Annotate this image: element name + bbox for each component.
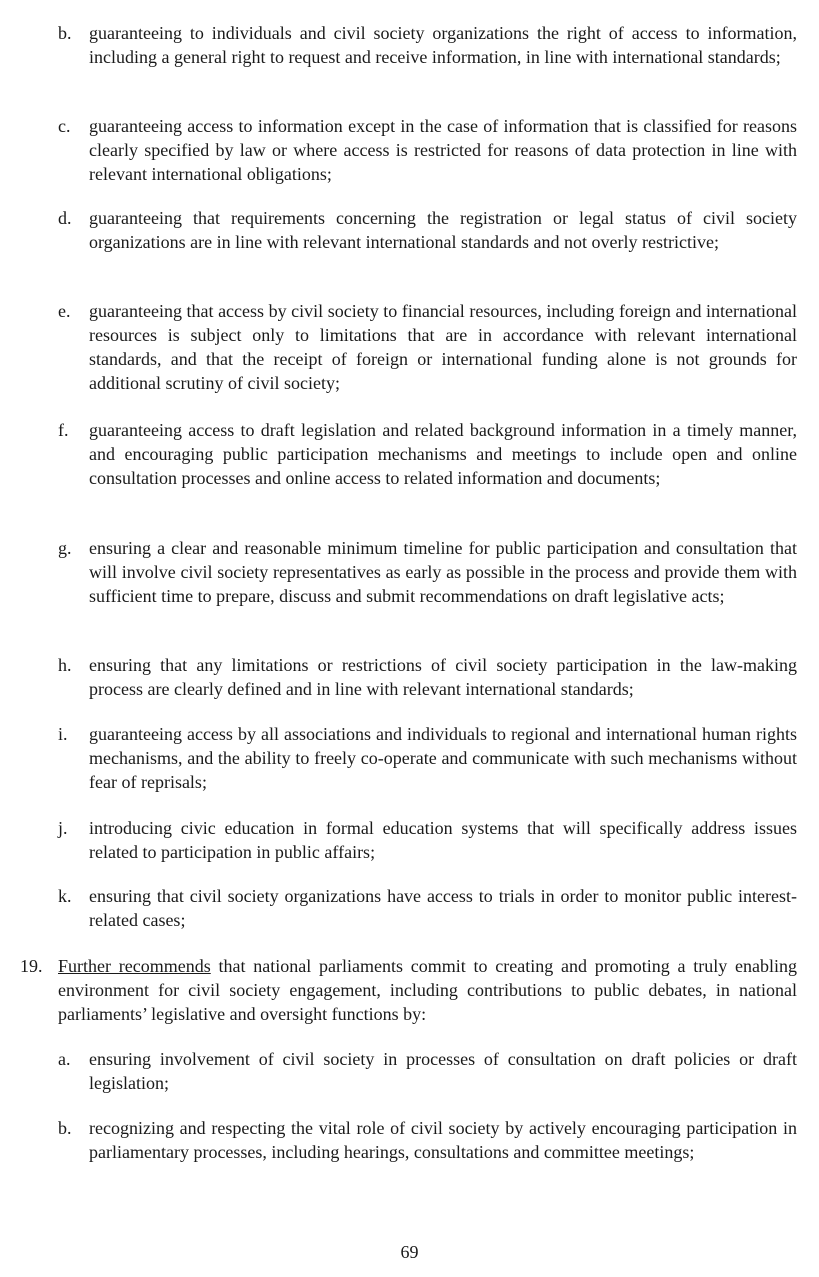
item-letter: a. bbox=[58, 1049, 71, 1069]
list-item-b bbox=[58, 21, 797, 69]
item-letter: k. bbox=[58, 886, 72, 906]
item-text: ensuring involvement of civil society in processes of consultation on draft policies or draft legislation; bbox=[89, 1049, 797, 1093]
item-letter: e. bbox=[58, 301, 71, 321]
item-letter: b. bbox=[58, 1118, 72, 1138]
item-letter: b. bbox=[58, 23, 72, 43]
list-item-j bbox=[58, 816, 797, 864]
page-number: 69 bbox=[400, 1242, 419, 1262]
paragraph-lead: Further recommends bbox=[58, 956, 211, 976]
list-item-i bbox=[58, 722, 797, 794]
item-text: guaranteeing to individuals and civil society organizations the right of access to information, including a general right to request and receive information, in line with international standards; bbox=[89, 23, 797, 67]
list-item-g bbox=[58, 536, 797, 608]
item-text: ensuring that any limitations or restrictions of civil society participation in the law-making process are clearly defined and in line with relevant international standards; bbox=[89, 655, 797, 699]
paragraph-number: 19. bbox=[20, 956, 43, 976]
item-text: ensuring a clear and reasonable minimum timeline for public participation and consultation that will involve civil society representatives as early as possible in the process and provide them with sufficient time to prepare, discuss and submit recommendations on draft legislative acts; bbox=[89, 538, 797, 606]
list-item-h bbox=[58, 653, 797, 701]
item-text: ensuring that civil society organizations have access to trials in order to monitor public interest-related cases; bbox=[89, 886, 797, 930]
item-text: guaranteeing access to information except in the case of information that is classified for reasons clearly specified by law or where access is restricted for reasons of data protection in line with relevant international obligations; bbox=[89, 116, 797, 184]
item-text: guaranteeing access to draft legislation and related background information in a timely manner, and encouraging public participation mechanisms and meetings to include open and online consultation processes and online access to related information and documents; bbox=[89, 420, 797, 488]
list-item-k bbox=[58, 884, 797, 932]
paragraph-rest: that national parliaments commit to creating and promoting a truly enabling environment for civil society engagement, including contributions to public debates, in national parliaments’ legislative and oversight functions by: bbox=[58, 956, 797, 1024]
list-item-f bbox=[58, 418, 797, 490]
item-text: guaranteeing that requirements concerning the registration or legal status of civil society organizations are in line with relevant international standards and not overly restrictive; bbox=[89, 208, 797, 252]
item-text: introducing civic education in formal education systems that will specifically address issues related to participation in public affairs; bbox=[89, 818, 797, 862]
item-text: guaranteeing that access by civil society to financial resources, including foreign and international resources is subject only to limitations that are in accordance with relevant international standards, and that the receipt of foreign or international funding alone is not grounds for additional scrutiny of civil society; bbox=[89, 301, 797, 393]
list-item-c bbox=[58, 114, 797, 186]
item-letter: j. bbox=[58, 818, 68, 838]
paragraph-19 bbox=[20, 954, 797, 1026]
list-item-d bbox=[58, 206, 797, 254]
paragraph-text bbox=[58, 954, 797, 1026]
item-letter: f. bbox=[58, 420, 69, 440]
list-item-a bbox=[58, 1047, 797, 1095]
item-letter: i. bbox=[58, 724, 68, 744]
item-text: recognizing and respecting the vital role of civil society by actively encouraging participation in parliamentary processes, including hearings, consultations and committee meetings; bbox=[89, 1118, 797, 1162]
item-letter: d. bbox=[58, 208, 72, 228]
list-item-e bbox=[58, 299, 797, 395]
item-letter: c. bbox=[58, 116, 71, 136]
list-item-b-2 bbox=[58, 1116, 797, 1164]
item-letter: h. bbox=[58, 655, 72, 675]
item-text: guaranteeing access by all associations and individuals to regional and international human rights mechanisms, and the ability to freely co-operate and communicate with such mechanisms without fear of reprisals; bbox=[89, 724, 797, 792]
item-letter: g. bbox=[58, 538, 72, 558]
